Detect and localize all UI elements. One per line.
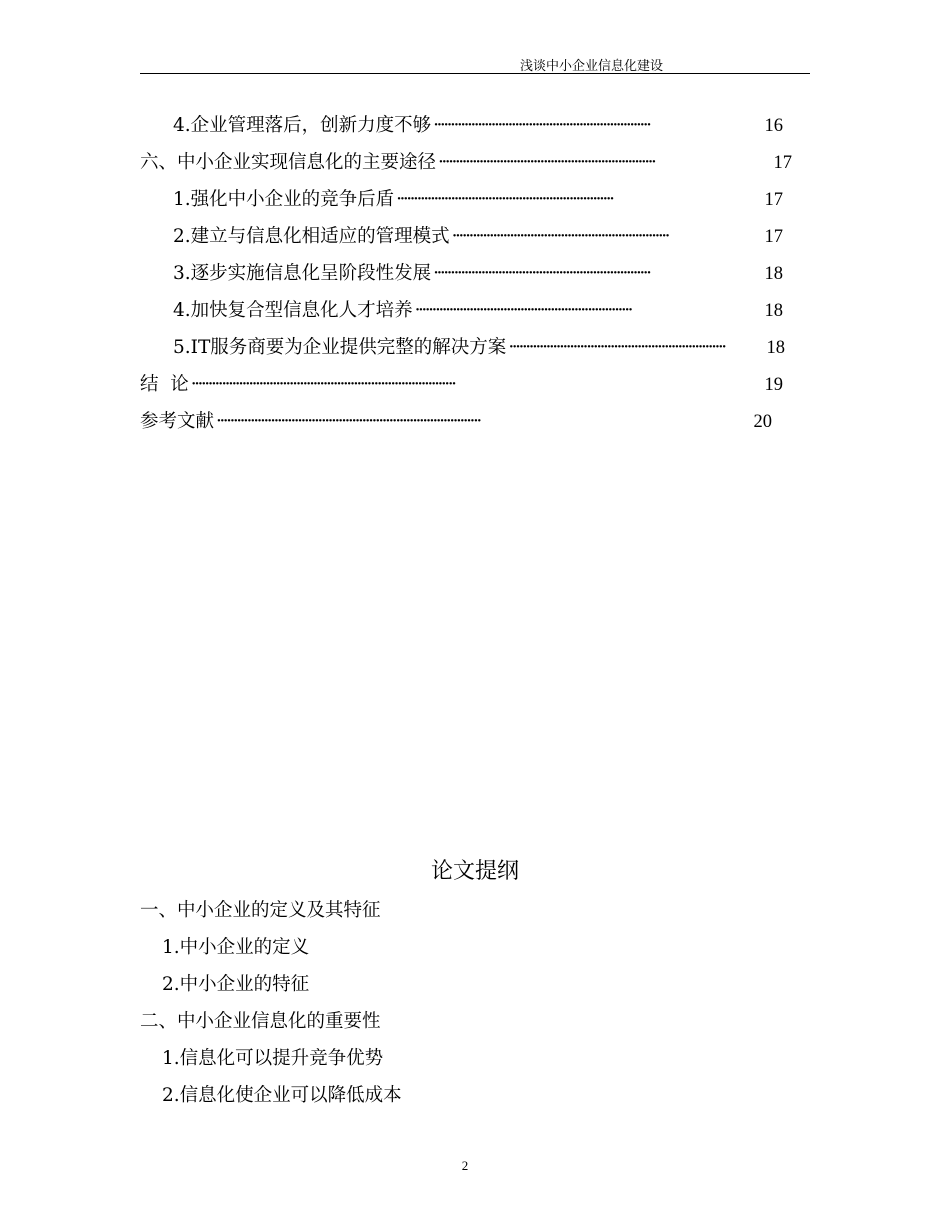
outline-item: 一、中小企业的定义及其特征: [140, 900, 381, 921]
toc-entry: [140, 370, 783, 400]
toc-entry-page: 20: [753, 412, 772, 432]
toc-entry-page: 18: [766, 338, 785, 358]
toc-entry-page: 17: [764, 227, 783, 247]
toc-entry-page: 17: [773, 153, 792, 173]
toc-entry-text: 1.强化中小企业的竞争后盾: [173, 189, 395, 210]
outline-item: 2.信息化使企业可以降低成本: [162, 1085, 402, 1106]
toc-entry-text: 结 论: [140, 374, 189, 395]
toc-dot-leader: ································································: [508, 337, 725, 358]
toc-entry: [140, 407, 772, 437]
toc-entry-page: 18: [764, 301, 783, 321]
toc-entry: [173, 185, 783, 215]
toc-dot-leader: ··············································································: [190, 374, 455, 395]
header-title: 浅谈中小企业信息化建设: [520, 59, 664, 74]
toc-entry: [173, 259, 783, 289]
toc-entry-text: 5.IT服务商要为企业提供完整的解决方案: [173, 337, 507, 358]
toc-entry: [173, 296, 783, 326]
outline-item: 二、中小企业信息化的重要性: [140, 1011, 381, 1032]
toc-entry-text: 参考文献: [140, 411, 215, 432]
toc-dot-leader: ································································: [438, 152, 655, 173]
toc-entry-text: 2.建立与信息化相适应的管理模式: [173, 226, 450, 247]
toc-entry: [140, 148, 792, 178]
toc-entry-page: 16: [764, 116, 783, 136]
toc-entry-page: 19: [764, 375, 783, 395]
page-number: 2: [461, 1158, 469, 1173]
toc-entry-text: 4.企业管理落后，创新力度不够: [173, 115, 432, 136]
toc-entry-page: 17: [764, 190, 783, 210]
toc-dot-leader: ··············································································: [216, 411, 480, 432]
toc-entry: [173, 222, 783, 252]
toc-entry: [173, 111, 783, 141]
toc-dot-leader: ································································: [451, 226, 669, 247]
toc-entry-text: 4.加快复合型信息化人才培养: [173, 300, 413, 321]
outline-item: 1.中小企业的定义: [162, 937, 310, 958]
header-rule: [140, 73, 810, 74]
toc-dot-leader: ································································: [414, 300, 632, 321]
toc-dot-leader: ································································: [433, 263, 650, 284]
toc-entry: [173, 333, 785, 363]
toc-dot-leader: ································································: [433, 115, 650, 136]
toc-entry-text: 3.逐步实施信息化呈阶段性发展: [173, 263, 432, 284]
toc-entry-text: 六、中小企业实现信息化的主要途径: [140, 152, 437, 173]
toc-dot-leader: ································································: [396, 189, 613, 210]
outline-item: 2.中小企业的特征: [162, 974, 310, 995]
outline-item: 1.信息化可以提升竞争优势: [162, 1048, 384, 1069]
outline-title: 论文提纲: [430, 859, 519, 884]
toc-entry-page: 18: [764, 264, 783, 284]
